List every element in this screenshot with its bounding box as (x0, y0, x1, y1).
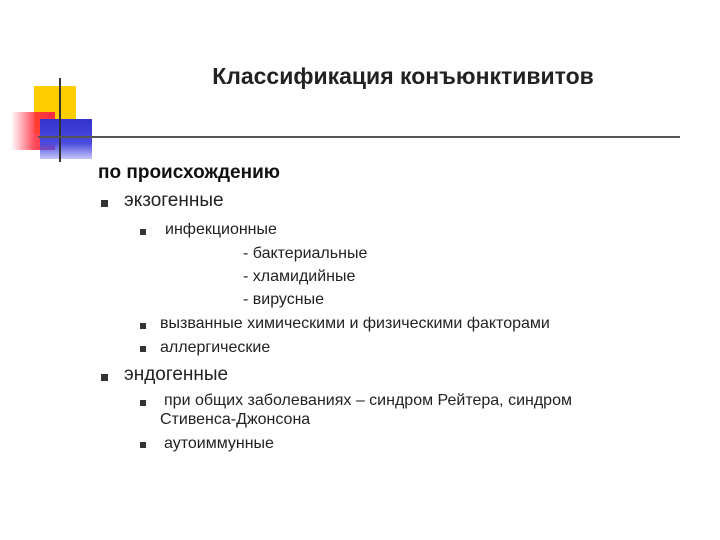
bullet-square-icon (140, 400, 146, 406)
list-item: - вирусные (243, 291, 324, 308)
bullet-square-icon (140, 346, 146, 352)
subheading: по происхождению (98, 162, 280, 183)
list-item: аутоиммунные (164, 435, 274, 452)
title-divider-line (38, 136, 680, 138)
bullet-square-icon (101, 374, 108, 381)
list-item: инфекционные (165, 221, 277, 238)
bullet-square-icon (140, 323, 146, 329)
ornament-blue-square (40, 119, 92, 159)
list-item: при общих заболеваниях – синдром Рейтера, синдром (164, 392, 572, 409)
list-item: вызванные химическими и физическими факторами (160, 315, 550, 332)
list-item: аллергические (160, 339, 271, 356)
bullet-square-icon (101, 200, 108, 207)
group-label-endogenous: эндогенные (124, 364, 229, 385)
ornament-vertical-line (59, 78, 61, 162)
list-item: - хламидийные (243, 268, 356, 285)
bullet-square-icon (140, 229, 146, 235)
group-label-exogenous: экзогенные (124, 190, 224, 211)
slide-title: Классификация конъюнктивитов (212, 63, 594, 89)
bullet-square-icon (140, 442, 146, 448)
list-item: Стивенса-Джонсона (160, 411, 311, 428)
list-item: - бактериальные (243, 245, 368, 262)
